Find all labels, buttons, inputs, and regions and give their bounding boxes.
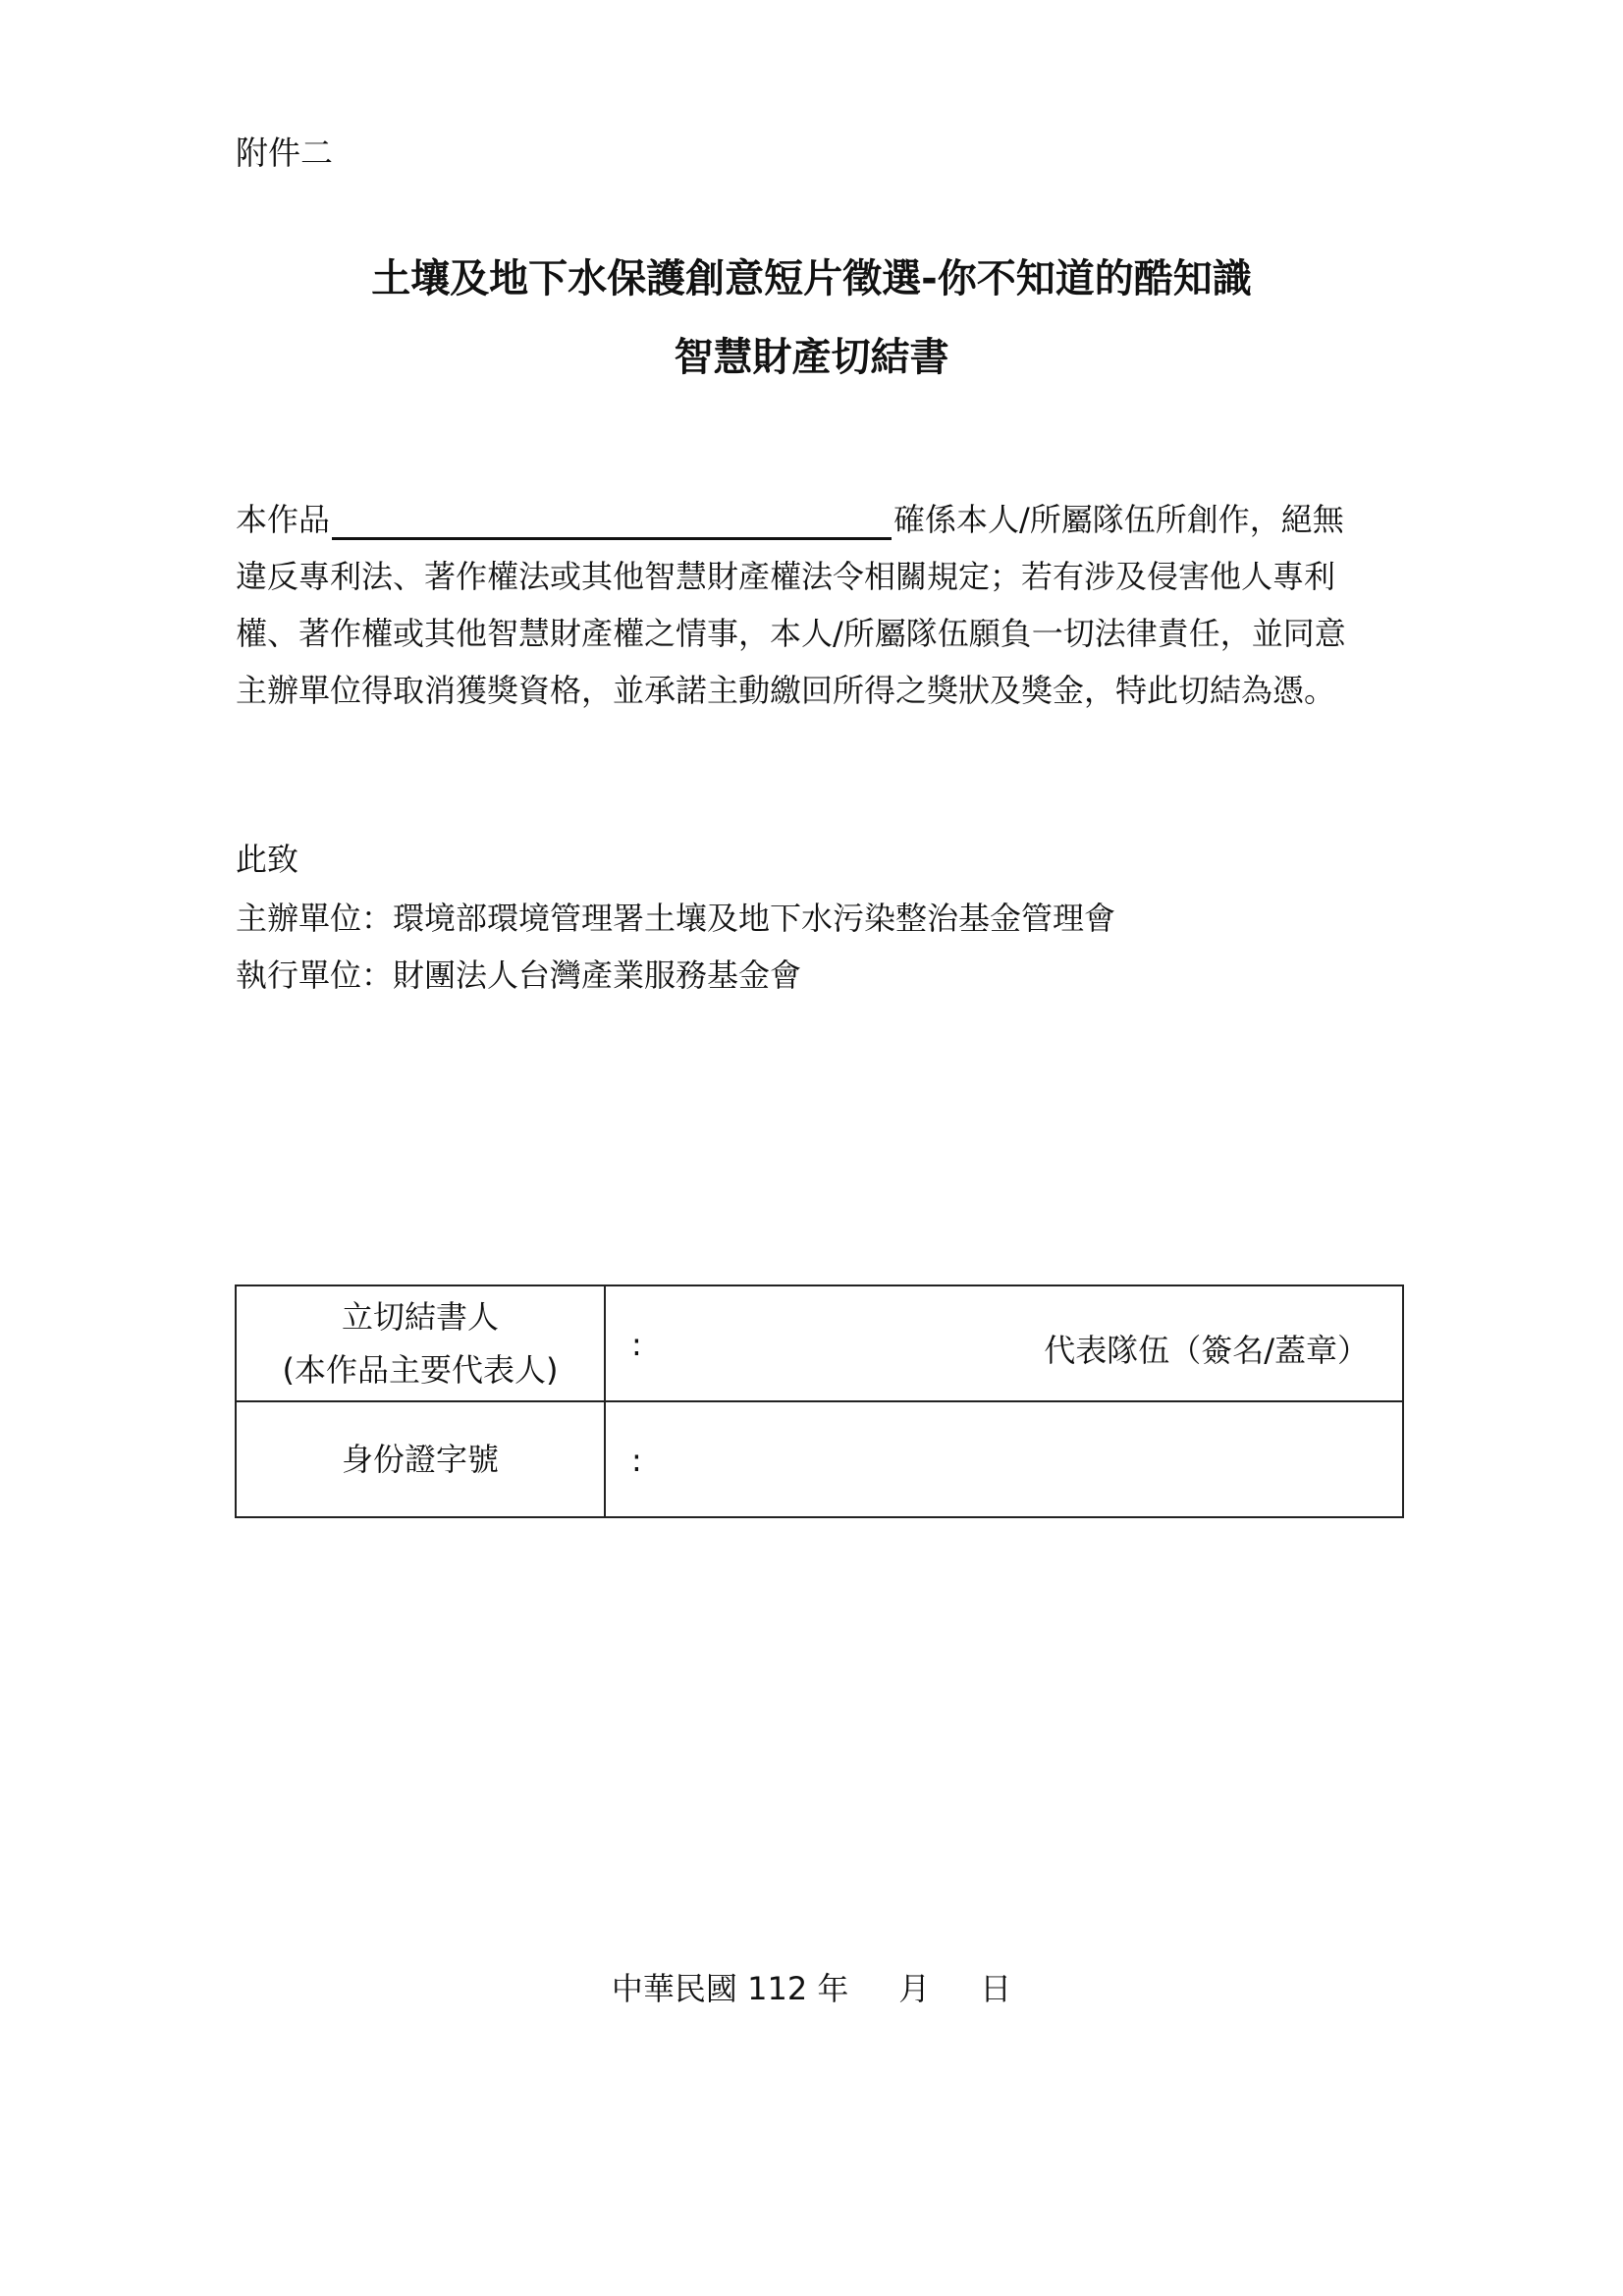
- id-number-row: [236, 1401, 1403, 1517]
- declaration-line-4: 主辦單位得取消獲獎資格，並承諾主動繳回所得之獎狀及獎金，特此切結為憑。: [236, 672, 1336, 709]
- signer-label: 立切結書人: [341, 1298, 499, 1336]
- declaration-prefix: 本作品: [236, 501, 331, 538]
- id-number-value-cell[interactable]: [605, 1401, 1403, 1517]
- declaration-line-2: 違反專利法、著作權法或其他智慧財產權法令相關規定；若有涉及侵害他人專利: [236, 558, 1336, 595]
- id-number-label-cell: [236, 1401, 605, 1517]
- signer-sublabel: (本作品主要代表人): [282, 1351, 559, 1389]
- signature-table: [235, 1285, 1404, 1518]
- signer-colon: :: [631, 1326, 642, 1363]
- document-subtitle: 智慧財產切結書: [674, 335, 949, 380]
- declaration-line-1: [236, 495, 1404, 540]
- date-line: 中華民國 112 年 月 日: [611, 1970, 1012, 2007]
- team-signature-label: 代表隊伍（簽名/蓋章）: [1044, 1332, 1369, 1369]
- declaration-line-3: 權、著作權或其他智慧財產權之情事，本人/所屬隊伍願負一切法律責任，並同意: [236, 615, 1346, 652]
- work-title-blank[interactable]: [332, 504, 892, 540]
- executor-line: 執行單位：財團法人台灣產業服務基金會: [236, 957, 802, 994]
- id-number-label: 身份證字號: [341, 1441, 499, 1478]
- organizer-line: 主辦單位：環境部環境管理署土壤及地下水污染整治基金管理會: [236, 900, 1116, 937]
- signer-value-cell[interactable]: [605, 1285, 1403, 1401]
- document-title: 土壤及地下水保護創意短片徵選-你不知道的酷知識: [371, 256, 1252, 301]
- declaration-line-1-suffix: 確係本人/所屬隊伍所創作，絕無: [893, 501, 1344, 538]
- attachment-label: 附件二: [236, 134, 333, 172]
- id-number-colon: :: [631, 1442, 642, 1479]
- signer-label-cell: [236, 1285, 605, 1401]
- salutation: 此致: [236, 841, 299, 878]
- signer-row: [236, 1285, 1403, 1401]
